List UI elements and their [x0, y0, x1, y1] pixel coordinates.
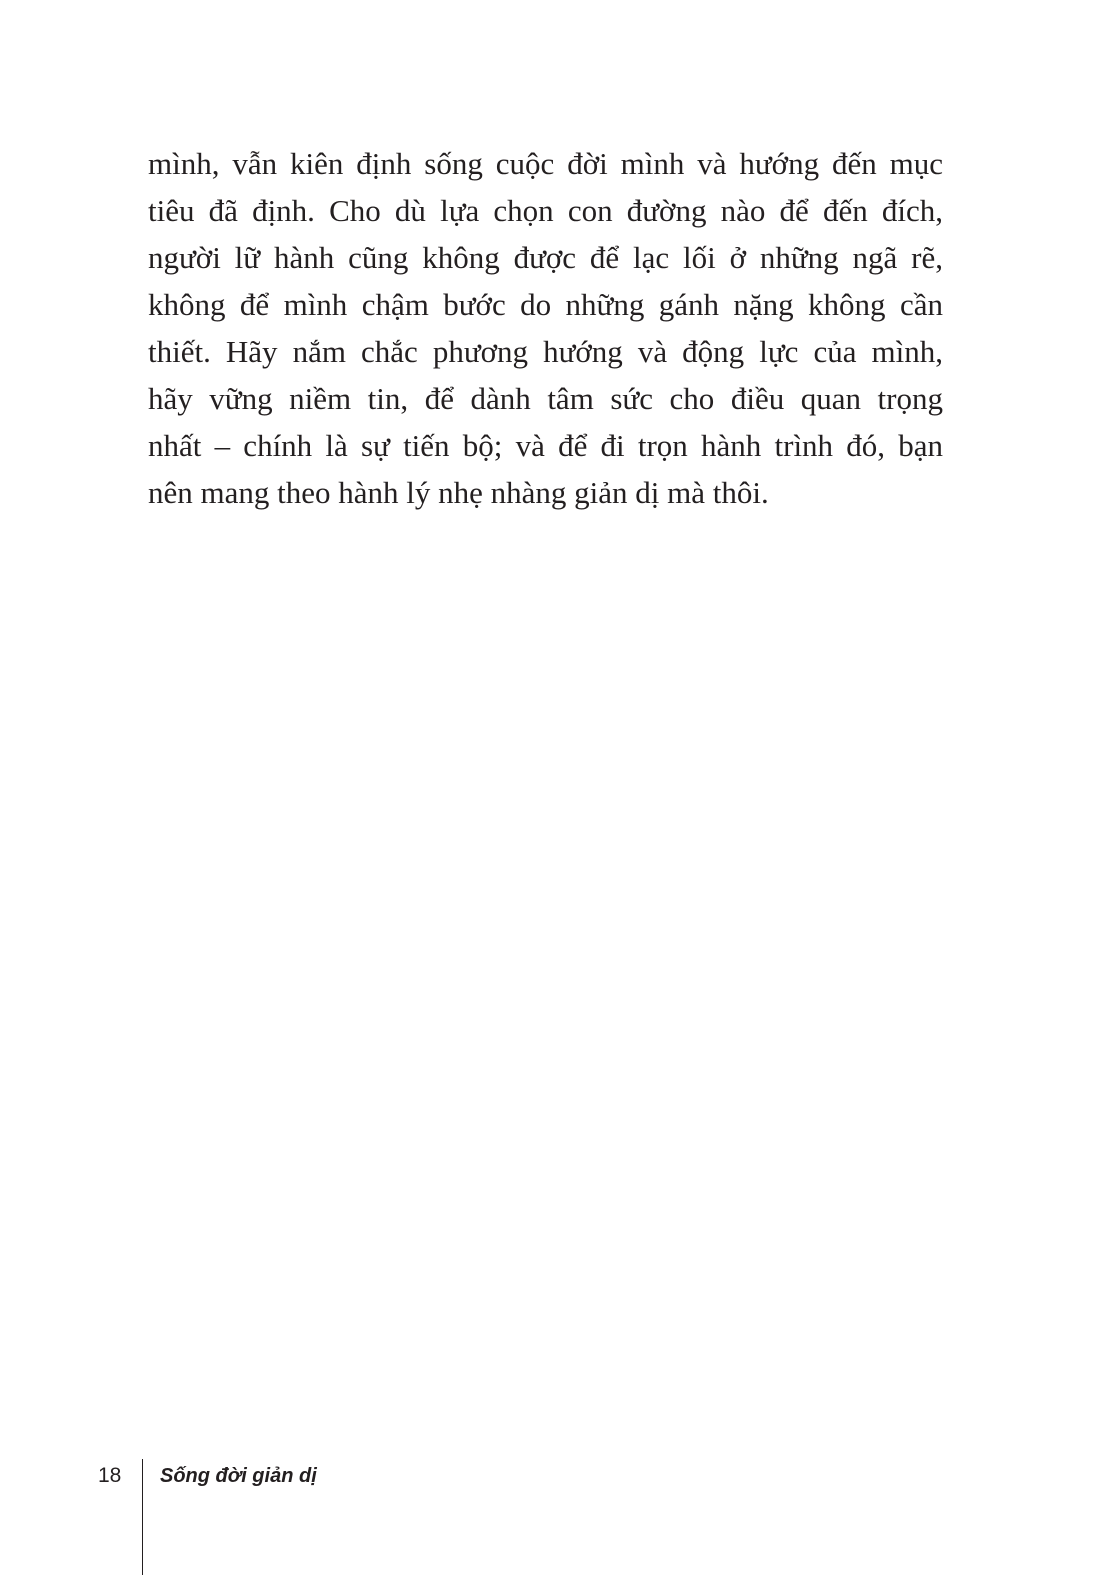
- running-title: Sống đời giản dị: [160, 1465, 317, 1487]
- footer-divider: [142, 1459, 143, 1575]
- paragraph-line: tiêu đã định. Cho dù lựa chọn con đường nào để đến đích,: [148, 193, 943, 228]
- paragraph-line: nên mang theo hành lý nhẹ nhàng giản dị mà thôi.: [148, 475, 769, 510]
- paragraph-line: không để mình chậm bước do những gánh nặng không cần: [148, 287, 943, 322]
- body-paragraph: [148, 140, 943, 516]
- paragraph-line: mình, vẫn kiên định sống cuộc đời mình và hướng đến mục: [148, 146, 943, 181]
- paragraph-line: người lữ hành cũng không được để lạc lối ở những ngã rẽ,: [148, 240, 943, 275]
- page-number: 18: [98, 1464, 122, 1487]
- paragraph-line: hãy vững niềm tin, để dành tâm sức cho điều quan trọng: [148, 381, 943, 416]
- paragraph-line: nhất – chính là sự tiến bộ; và để đi trọn hành trình đó, bạn: [148, 428, 943, 463]
- paragraph-line: thiết. Hãy nắm chắc phương hướng và động lực của mình,: [148, 334, 943, 369]
